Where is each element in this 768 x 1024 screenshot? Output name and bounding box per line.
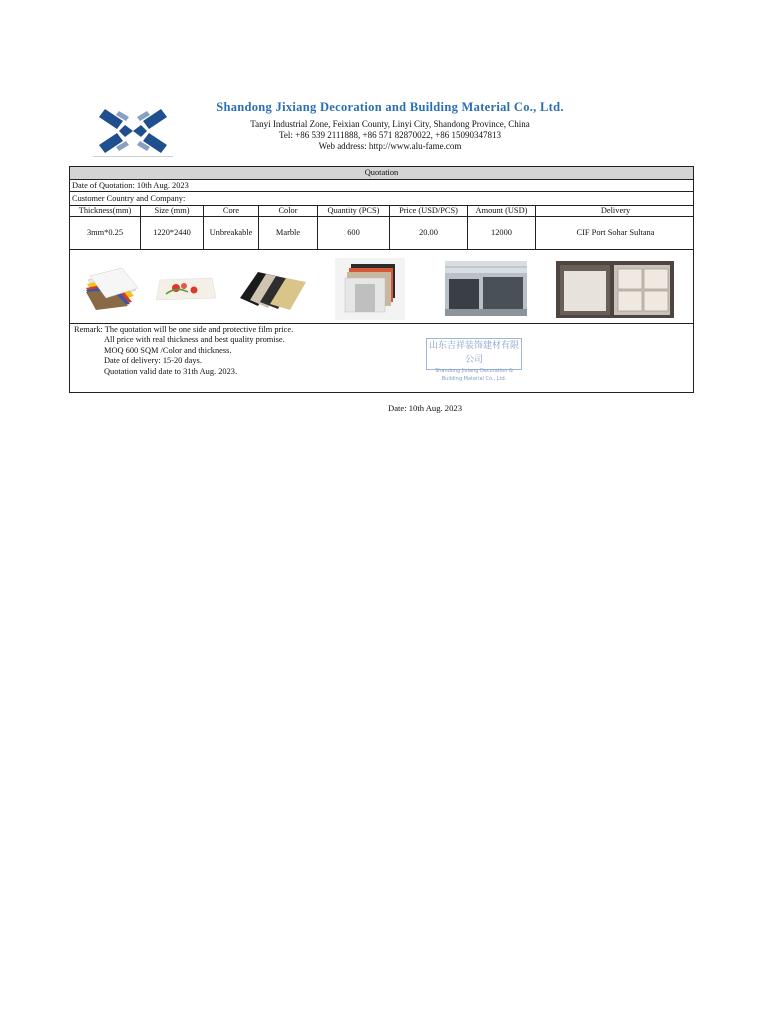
company-name: Shandong Jixiang Decoration and Building Material Co., Ltd.	[216, 100, 564, 114]
remarks-block	[74, 325, 293, 377]
cell-thickness: 3mm*0.25	[70, 217, 141, 249]
stamp-english: Shandong Jixiang Decoration & Building Material Co., Ltd.	[435, 368, 513, 382]
product-photo-warehouse	[445, 261, 527, 316]
company-logo-icon	[93, 103, 173, 159]
cell-size: 1220*2440	[141, 217, 204, 249]
cell-amount: 12000	[468, 217, 536, 249]
cell-color: Marble	[259, 217, 318, 249]
remark-line: All price with real thickness and best quality promise.	[104, 335, 285, 345]
cell-core: Unbreakable	[204, 217, 259, 249]
header-delivery: Delivery	[600, 206, 631, 215]
company-address: Tanyi Industrial Zone, Feixian County, Linyi City, Shandong Province, China	[250, 119, 530, 129]
quotation-title: Quotation	[70, 167, 693, 180]
product-photo-floral-panel	[154, 276, 218, 302]
remark-line: Date of delivery: 15-20 days.	[104, 356, 202, 366]
product-photo-fanned-panels	[84, 266, 140, 310]
product-photo-stacked-panels	[335, 258, 405, 320]
company-stamp	[426, 338, 522, 382]
header-amount: Amount (USD)	[468, 206, 536, 216]
header-core: Core	[204, 206, 259, 216]
product-photo-colored-sheets	[236, 268, 310, 310]
company-phone: Tel: +86 539 2111888, +86 571 82870022, +86 15090347813	[279, 130, 501, 140]
logo-underline	[93, 156, 173, 157]
date-of-quotation: Date of Quotation: 10th Aug. 2023	[70, 180, 693, 192]
cell-price: 20.00	[390, 217, 468, 249]
remark-line: Quotation valid date to 31th Aug. 2023.	[104, 366, 238, 376]
header-thickness: Thickness(mm)	[70, 206, 141, 216]
header-color: Color	[259, 206, 318, 216]
quotation-sheet	[69, 166, 694, 393]
customer-line: Customer Country and Company:	[70, 192, 693, 206]
header-size: Size (mm)	[141, 206, 204, 216]
product-photo-container-loading	[556, 261, 674, 318]
stamp-chinese: 山东吉祥装饰建材有限公司	[428, 341, 519, 365]
table-header-row	[70, 206, 693, 217]
remark-line: Remark: The quotation will be one side and protective film price.	[74, 325, 294, 334]
footer-date: Date: 10th Aug. 2023	[388, 403, 462, 413]
header-quantity: Quantity (PCS)	[318, 206, 390, 216]
cell-quantity: 600	[318, 217, 390, 249]
table-row	[70, 217, 693, 250]
cell-delivery: CIF Port Sohar Sultana	[576, 228, 655, 237]
company-website: Web address: http://www.alu-fame.com	[318, 141, 462, 151]
header-price: Price (USD/PCS)	[390, 206, 468, 216]
product-photos-row	[70, 250, 693, 324]
remark-line: MOQ 600 SQM /Color and thickness.	[104, 345, 232, 355]
